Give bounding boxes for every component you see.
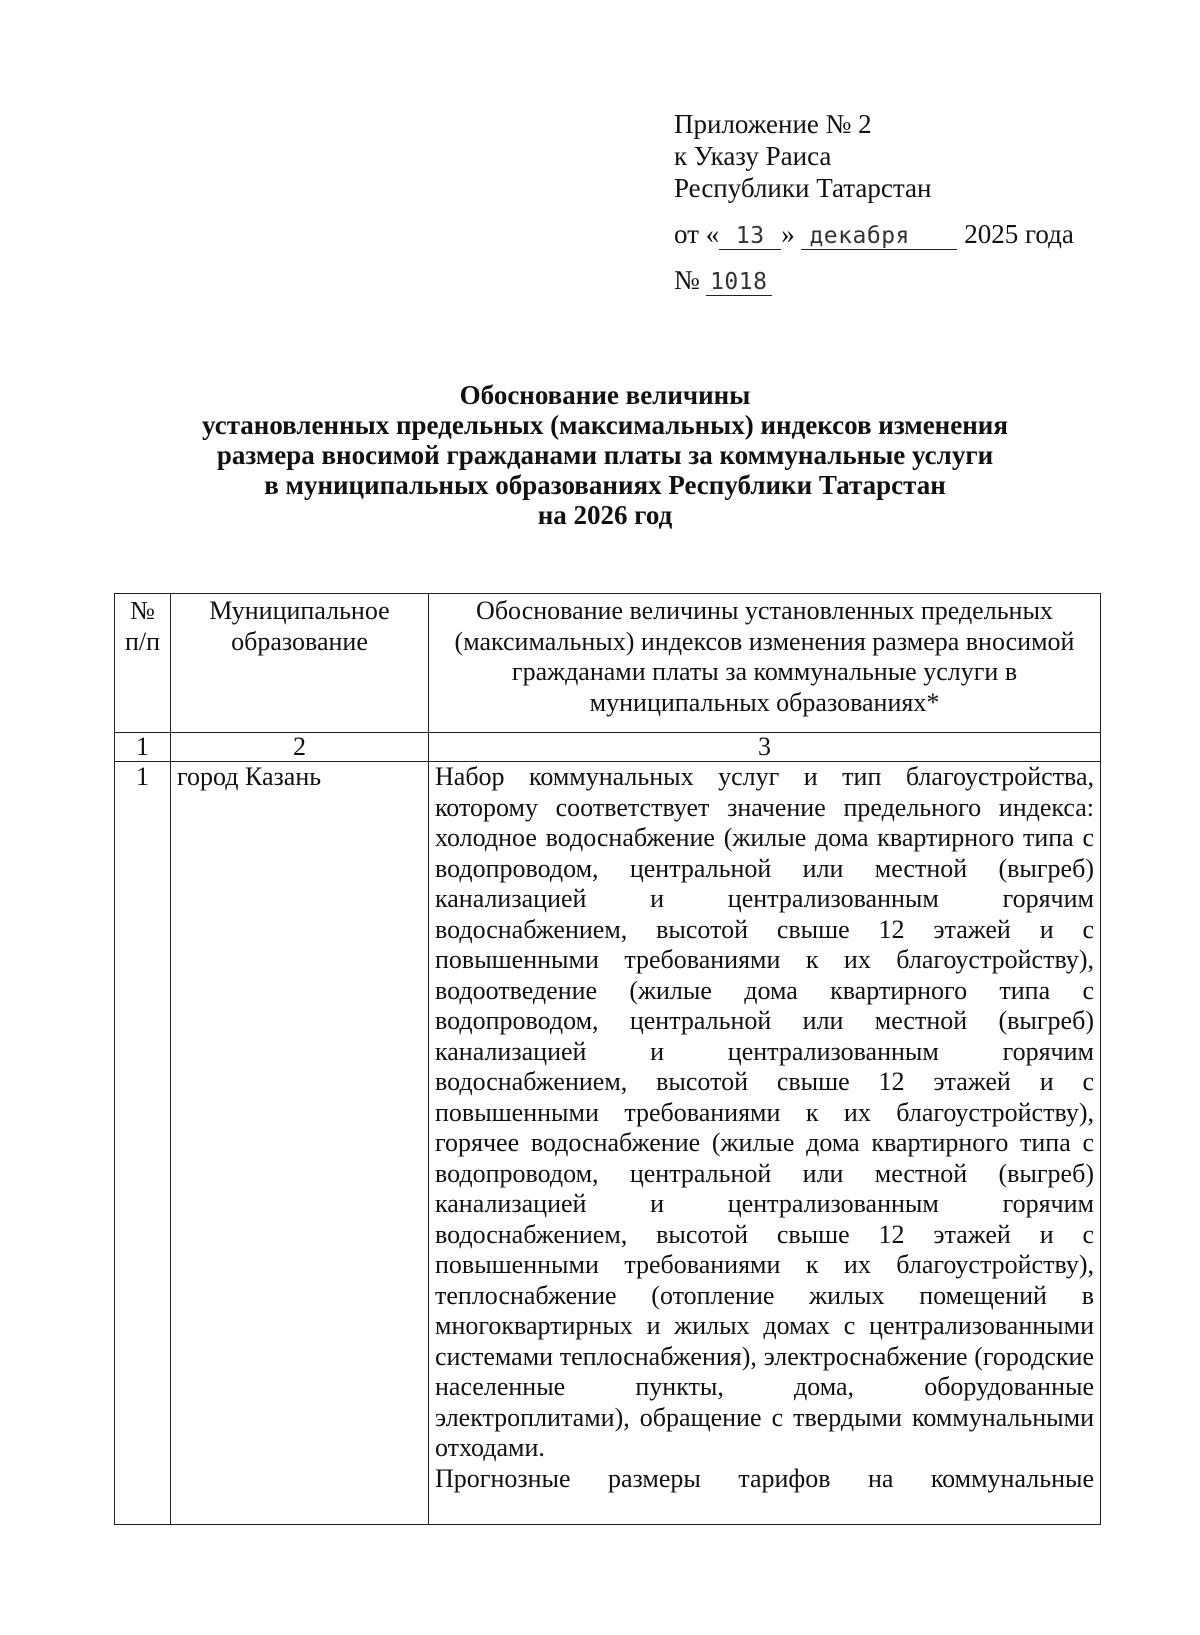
column-number-1: 1 xyxy=(115,733,171,762)
title-line-2: установленных предельных (максимальных) индексов изменения xyxy=(202,410,1008,440)
table-row xyxy=(115,762,1101,1525)
title-line-5: на 2026 год xyxy=(537,500,673,530)
date-day-field: 13 xyxy=(719,223,781,250)
column-number-3: 3 xyxy=(429,733,1101,762)
date-month-field: декабря xyxy=(801,223,957,250)
date-mid: » xyxy=(781,219,795,249)
header-justification: Обоснование величины установленных предельных (максимальных) индексов изменения размера вносимой гражданами платы за коммунальные услуги в муниципальных образованиях* xyxy=(429,594,1101,733)
appendix-line-1: Приложение № 2 xyxy=(674,109,872,139)
title-line-4: в муниципальных образованиях Республики Татарстан xyxy=(264,470,946,500)
row-municipality: город Казань xyxy=(171,762,429,1525)
column-number-2: 2 xyxy=(171,733,429,762)
document-number-field: 1018 xyxy=(706,269,772,296)
document-title xyxy=(110,380,1100,530)
date-prefix: от « xyxy=(674,219,720,249)
header-municipality: Муниципальное образование xyxy=(171,594,429,733)
row-justification xyxy=(429,762,1101,1525)
appendix-line-2: к Указу Раиса xyxy=(674,141,832,171)
table-header-row xyxy=(115,594,1101,733)
row-number: 1 xyxy=(115,762,171,1525)
date-year: 2025 года xyxy=(964,219,1074,249)
justification-table xyxy=(114,593,1101,1525)
appendix-number-line xyxy=(674,264,1074,296)
number-prefix: № xyxy=(674,265,700,295)
table-column-numbers-row xyxy=(115,733,1101,762)
justification-paragraph-1: Набор коммунальных услуг и тип благоустройства, которому соответствует значение предельного индекса: холодное водоснабжение (жилые дома квартирного типа с водопроводом, центральной или местной (выгреб) канализацией и централизованным горячим водоснабжением, высотой свыше 12 этажей и с повышенными требованиями к их благоустройству), водоотведение (жилые дома квартирного типа с водопроводом, центральной или местной (выгреб) канализацией и централизованным горячим водоснабжением, высотой свыше 12 этажей и с повышенными требованиями к их благоустройству), горячее водоснабжение (жилые дома квартирного типа с водопроводом, центральной или местной (выгреб) канализацией и централизованным горячим водоснабжением, высотой свыше 12 этажей и с повышенными требованиями к их благоустройству), теплоснабжение (отопление жилых помещений в многоквартирных и жилых домах с централизованными системами теплоснабжения), электроснабжение (городские населенные пункты, дома, оборудованные электроплитами), обращение с твердыми коммунальными отходами. xyxy=(435,762,1094,1462)
justification-paragraph-2: Прогнозные размеры тарифов на коммунальные xyxy=(435,1463,1094,1493)
appendix-date-line xyxy=(674,218,1074,250)
appendix-line-3: Республики Татарстан xyxy=(674,173,932,203)
appendix-block xyxy=(674,108,1074,296)
title-line-3: размера вносимой гражданами платы за коммунальные услуги xyxy=(216,440,994,470)
header-number: № п/п xyxy=(115,594,171,733)
justification-text xyxy=(435,762,1094,1524)
title-line-1: Обоснование величины xyxy=(459,380,751,410)
